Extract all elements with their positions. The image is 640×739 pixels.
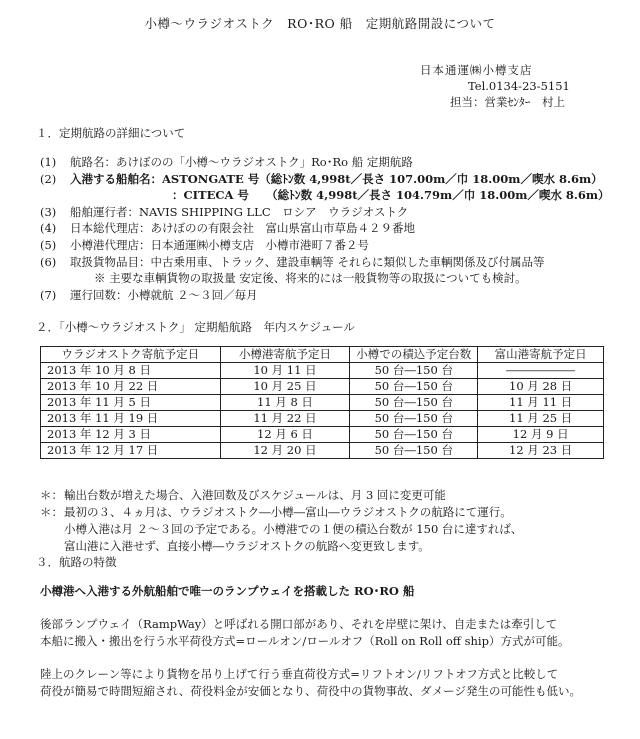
column-header: 小樽での積込予定台数 <box>350 347 478 363</box>
paragraph-line: 後部ランプウェイ（RampWay）と呼ばれる開口部があり、それを岸壁に架け、自走または牽引して <box>40 617 558 631</box>
detail-item: (1) 航路名：あけぼのの「小樽～ウラジオストク」Ro･Ro 船 定期航路 <box>40 155 413 169</box>
table-cell: 11 月 8 日 <box>220 395 350 411</box>
features-paragraph-1 <box>40 616 630 650</box>
detail-item: (3) 船舶運行者：NAVIS SHIPPING LLC ロシア ウラジオストク <box>40 204 409 219</box>
paragraph-line: 本船に搬入・搬出を行う水平荷役方式=ロールオン/ロールオフ（Roll on Roll off ship）方式が可能。 <box>40 634 570 648</box>
table-cell: 50 台―150 台 <box>350 395 478 411</box>
table-cell: 50 台―150 台 <box>350 427 478 443</box>
table-cell: 10 月 25 日 <box>220 379 350 395</box>
column-header: 富山港寄航予定日 <box>478 347 604 363</box>
table-cell: 10 月 11 日 <box>220 363 350 379</box>
table-cell: 10 月 28 日 <box>478 379 604 395</box>
paragraph-line: 陸上のクレーン等により貨物を吊り上げて行う垂直荷役方式=リフトオン/リフトオフ方式と比較して <box>40 667 559 681</box>
sender-org: 日本通運㈱小樽支店 <box>420 63 533 77</box>
note-item: ＊： 輸出台数が増えた場合、入港回数及びスケジュールは、月 3 回に変更可能 <box>40 488 446 502</box>
table-cell: 50 台―150 台 <box>350 443 478 459</box>
table-cell: 12 月 6 日 <box>220 427 350 443</box>
route-details-list <box>40 155 630 304</box>
table-cell: 12 月 9 日 <box>478 427 604 443</box>
document-title: 小樽～ウラジオストク RO･RO 船 定期航路開設について <box>144 16 496 31</box>
table-cell: 12 月 20 日 <box>220 443 350 459</box>
detail-item: (2) 入港する船舶名：ASTONGATE 号（総ﾄﾝ数 4,998t／長さ 107.00m／巾 18.00m／喫水 8.6m） <box>40 171 603 186</box>
table-cell: 2013 年 10 月 8 日 <box>41 363 221 379</box>
section2-heading: ２．「小樽～ウラジオストク」 定期船航路 年内スケジュール <box>36 320 355 334</box>
table-row <box>41 411 604 427</box>
column-header: ウラジオストク寄航予定日 <box>41 347 221 363</box>
detail-item: (4) 日本総代理店：あけぼのの有限会社 富山県富山市草島４２９番地 <box>40 221 415 236</box>
sender-tel: Tel.0134-23-5151 <box>468 79 570 93</box>
detail-item: ：CITECA 号 （総ﾄﾝ数 4,998t／長さ 104.79m／巾 18.00m／喫水 8.6m） <box>172 188 610 203</box>
table-cell: 50 台―150 台 <box>350 363 478 379</box>
table-cell: 11 月 11 日 <box>478 395 604 411</box>
schedule-notes <box>40 488 630 556</box>
column-header: 小樽港寄航予定日 <box>220 347 350 363</box>
detail-item: (5) 小樽港代理店：日本通運㈱小樽支店 小樽市港町７番２号 <box>40 237 369 252</box>
table-header-row <box>41 347 604 363</box>
note-item: 富山港に入港せず、直接小樽―ウラジオストクの航路へ変更致します。 <box>64 539 430 553</box>
sender-contact: 担当：営業ｾﾝﾀｰ 村上 <box>450 95 565 109</box>
section1-heading: １．定期航路の詳細について <box>36 126 186 140</box>
features-lead: 小樽港へ入港する外航船舶で唯一のランプウェイを搭載した RO･RO 船 <box>40 584 415 598</box>
table-cell: 50 台―150 台 <box>350 411 478 427</box>
sender-block <box>420 62 620 110</box>
schedule-table <box>40 346 604 459</box>
table-cell: 50 台―150 台 <box>350 379 478 395</box>
section3-heading: ３．航路の特徴 <box>36 555 117 569</box>
note-item: 小樽入港は月 ２～３回の予定である。小樽港での１便の積込台数が 150 台に達すれば、 <box>64 522 523 536</box>
table-cell: 2013 年 12 月 3 日 <box>41 427 221 443</box>
table-cell: 2013 年 10 月 22 日 <box>41 379 221 395</box>
table-cell: 2013 年 12 月 17 日 <box>41 443 221 459</box>
detail-item: (7) 運行回数：小樽就航 ２～３回／毎月 <box>40 287 258 302</box>
table-cell: 12 月 23 日 <box>478 443 604 459</box>
table-row <box>41 379 604 395</box>
table-row <box>41 363 604 379</box>
table-cell: ―――――― <box>478 363 604 379</box>
table-cell: 2013 年 11 月 19 日 <box>41 411 221 427</box>
features-paragraph-2 <box>40 666 630 700</box>
table-row <box>41 395 604 411</box>
table-cell: 2013 年 11 月 5 日 <box>41 395 221 411</box>
table-cell: 11 月 25 日 <box>478 411 604 427</box>
detail-item: (6) 取扱貨物品目：中古乗用車、トラック、建設車輌等 それらに類似した車輌関係及び付属品等 <box>40 254 545 269</box>
table-row <box>41 443 604 459</box>
detail-note: ※ 主要な車輌貨物の取扱量 安定後、将来的には一般貨物等の取扱についても検討。 <box>94 271 527 286</box>
paragraph-line: 荷役が簡易で時間短縮され、荷役料金が安価となり、荷役中の貨物事故、ダメージ発生の可能性も低い。 <box>40 684 581 698</box>
table-cell: 11 月 22 日 <box>220 411 350 427</box>
table-row <box>41 427 604 443</box>
note-item: ＊： 最初の３、４ヵ月は、ウラジオストク―小樽―富山―ウラジオストクの航路にて運行。 <box>40 505 512 519</box>
